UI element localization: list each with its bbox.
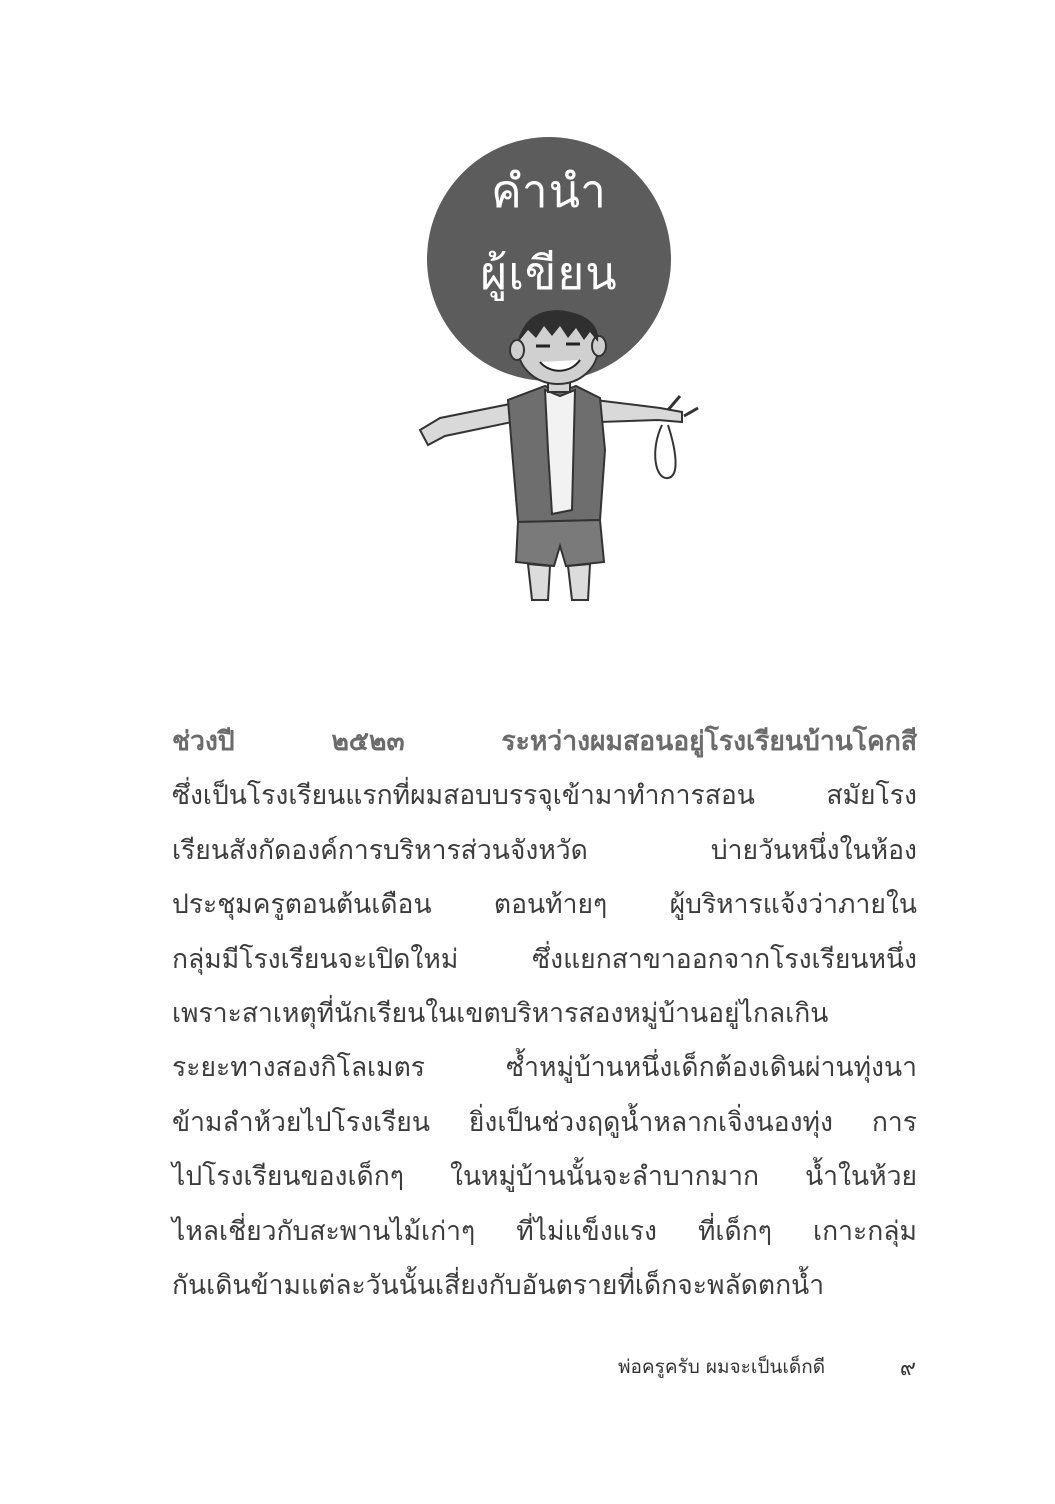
page-title-line-1: คำนำ: [491, 164, 607, 218]
boy-with-slingshot-illustration: [400, 300, 710, 620]
body-text: [172, 715, 917, 1313]
page-number: ๙: [899, 1356, 916, 1381]
page-title: [427, 150, 671, 314]
paragraph-line: ประชุมครูตอนต้นเดือน ตอนท้ายๆ ผู้บริหารแจ้งว่าภายใน: [172, 889, 917, 921]
paragraph-line: ข้ามลำห้วยไปโรงเรียน ยิ่งเป็นช่วงฤดูน้ำหลากเจิ่งนองทุ่ง การ: [172, 1106, 917, 1138]
paragraph-line: เพราะสาเหตุที่นักเรียนในเขตบริหารสองหมู่บ้านอยู่ไกลเกิน: [172, 997, 829, 1029]
paragraph-line: ระยะทางสองกิโลเมตร ซ้ำหมู่บ้านหนึ่งเด็กต้องเดินผ่านทุ่งนา: [172, 1052, 917, 1084]
paragraph-line: ช่วงปี ๒๕๒๓ ระหว่างผมสอนอยู่โรงเรียนบ้านโคกสี: [172, 726, 917, 757]
paragraph-line: ซึ่งเป็นโรงเรียนแรกที่ผมสอบบรรจุเข้ามาทำการสอน สมัยโรง: [172, 780, 917, 812]
paragraph-line: กลุ่มมีโรงเรียนจะเปิดใหม่ ซึ่งแยกสาขาออกจากโรงเรียนหนึ่ง: [172, 943, 917, 975]
shorts: [516, 520, 604, 566]
paragraph-line: เรียนสังกัดองค์การบริหารส่วนจังหวัด บ่ายวันหนึ่งในห้อง: [172, 834, 917, 866]
page-title-line-2: ผู้เขียน: [480, 246, 618, 300]
paragraph-line: กันเดินข้ามแต่ละวันนั้นเสี่ยงกับอันตรายที่เด็กจะพลัดตกน้ำ: [172, 1269, 825, 1301]
running-footer-title: พ่อครูครับ ผมจะเป็นเด็กดี: [618, 1356, 826, 1378]
paragraph-line: ไปโรงเรียนของเด็กๆ ในหมู่บ้านนั้นจะลำบากมาก น้ำในห้วย: [172, 1161, 917, 1193]
page-footer: [600, 1352, 920, 1382]
legs: [528, 564, 590, 600]
left-arm: [420, 404, 512, 445]
right-arm: [595, 400, 682, 422]
paragraph-line: ไหลเชี่ยวกับสะพานไม้เก่าๆ ที่ไม่แข็งแรง ที่เด็กๆ เกาะกลุ่ม: [172, 1215, 917, 1247]
